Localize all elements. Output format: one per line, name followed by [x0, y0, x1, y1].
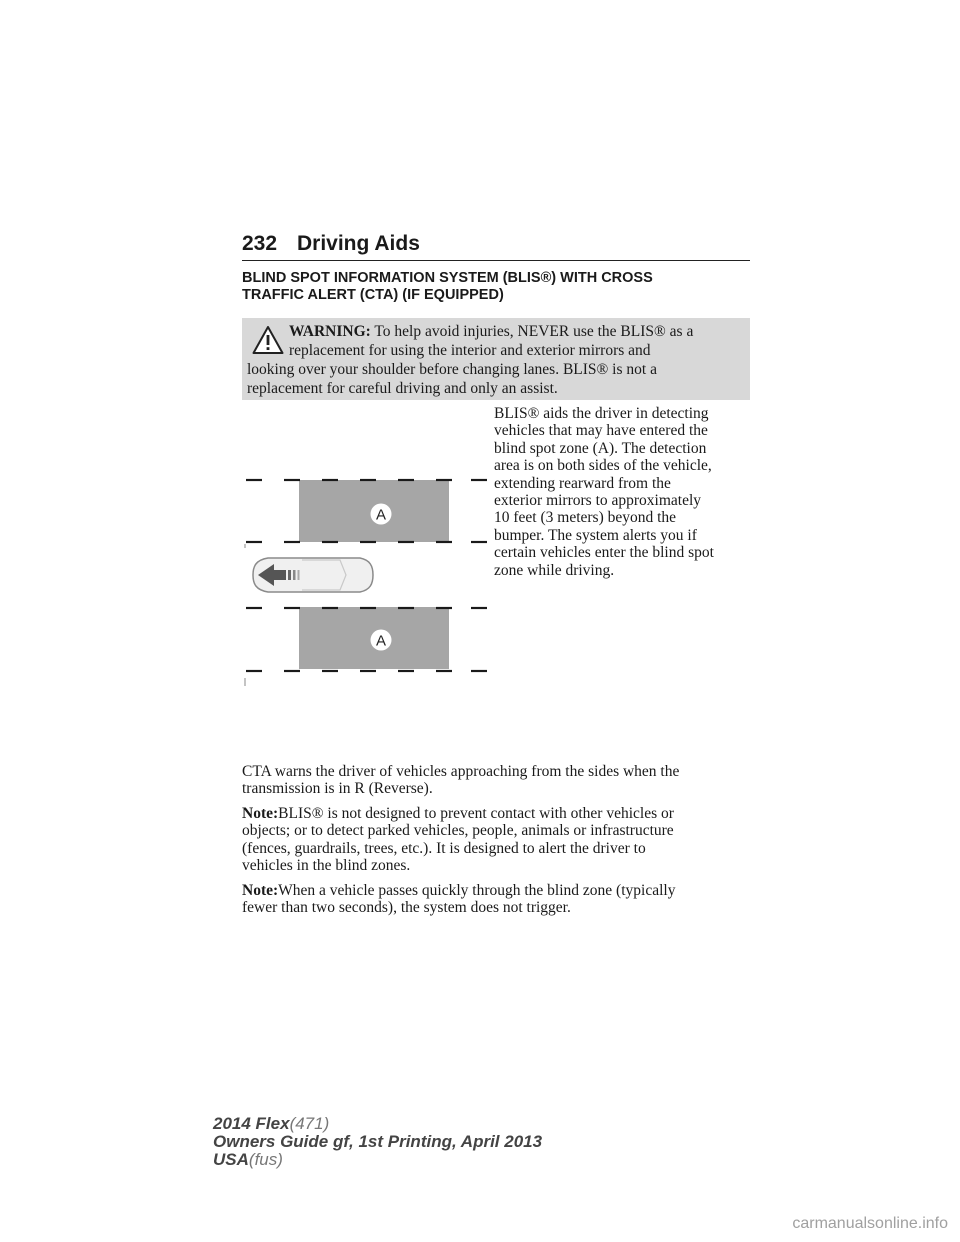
section-title: Driving Aids — [297, 232, 420, 255]
warning-line-1: WARNING: To help avoid injuries, NEVER use the BLIS® as a — [289, 323, 694, 340]
page-number: 232 — [242, 232, 278, 255]
blis-line: blind spot zone (A). The detection — [494, 439, 707, 457]
warning-line-3: looking over your shoulder before changing lanes. BLIS® is not a — [247, 361, 657, 378]
footer-region-code: (fus) — [248, 1150, 283, 1169]
heading-line-2: TRAFFIC ALERT (CTA) (IF EQUIPPED) — [242, 287, 504, 303]
blis-line: area is on both sides of the vehicle, — [494, 457, 712, 475]
cta-paragraph: CTA warns the driver of vehicles approaching from the sides when the transmission is in R (Reverse). — [242, 763, 680, 798]
zone-label-bottom: A — [375, 632, 387, 650]
note-label: Note: — [242, 882, 279, 899]
warning-line-2: replacement for using the interior and exterior mirrors and — [289, 342, 651, 359]
note-blis-limitations: Note:BLIS® is not designed to prevent contact with other vehicles or objects; or to detect parked vehicles, people, animals or infrastructure (fences, guardrails, trees, etc.). It is designed to alert the driver to vehicles in the blind zones. — [242, 805, 674, 875]
blis-line: extending rearward from the — [494, 474, 671, 492]
blis-line: exterior mirrors to approximately — [494, 492, 702, 510]
zone-label-top: A — [375, 506, 387, 524]
watermark: carmanualsonline.info — [792, 1215, 948, 1232]
note-blind-zone-timing: Note:When a vehicle passes quickly through the blind zone (typically fewer than two seconds), the system does not trigger. — [242, 882, 676, 917]
footer-model-code: (471) — [289, 1114, 330, 1133]
section-heading — [242, 270, 762, 304]
blis-line: BLIS® aids the driver in detecting — [494, 405, 709, 422]
blind-spot-diagram — [242, 466, 488, 688]
blis-line: 10 feet (3 meters) beyond the — [494, 509, 677, 527]
header-rule — [242, 260, 750, 261]
blis-line: certain vehicles enter the blind spot — [494, 544, 714, 562]
footer-guide: Owners Guide gf, 1st Printing, April 2013 — [213, 1132, 543, 1151]
blis-description — [494, 405, 752, 579]
footer-region: USA — [213, 1150, 249, 1169]
footer-model: 2014 Flex — [213, 1114, 290, 1133]
heading-line-1: BLIND SPOT INFORMATION SYSTEM (BLIS®) WITH CROSS — [242, 270, 653, 286]
blis-line: zone while driving. — [494, 561, 615, 579]
note-label: Note: — [242, 805, 279, 822]
warning-label: WARNING: — [289, 323, 371, 340]
blis-line: bumper. The system alerts you if — [494, 526, 697, 544]
warning-line-4: replacement for careful driving and only an assist. — [247, 380, 558, 397]
blis-line: vehicles that may have entered the — [494, 422, 708, 440]
warning-triangle-icon — [252, 325, 284, 355]
print-footer — [213, 1115, 542, 1169]
warning-box — [242, 318, 750, 400]
vehicle-icon — [253, 558, 373, 592]
